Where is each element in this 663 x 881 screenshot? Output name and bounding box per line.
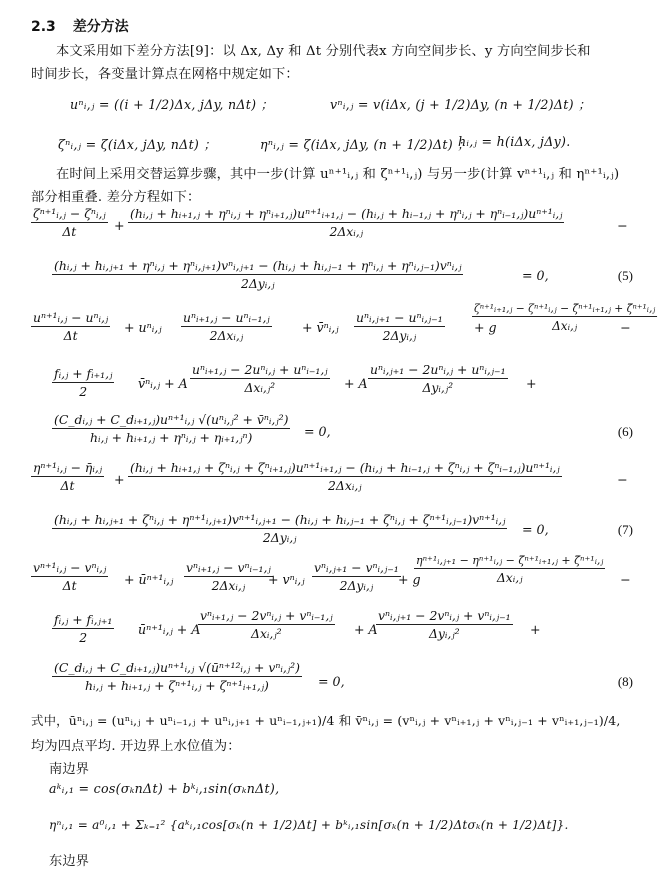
- eq8-fraction-2: vⁿᵢ₊₁,ⱼ − vⁿᵢ₋₁,ⱼ 2Δxᵢ,ⱼ: [186, 560, 271, 593]
- eq5-fraction-2: (hᵢ,ⱼ + hᵢ₊₁,ⱼ + ηⁿᵢ,ⱼ + ηⁿᵢ₊₁,ⱼ)uⁿ⁺¹ᵢ₊₁,ⱼ − (hᵢ,ⱼ + hᵢ₋₁,ⱼ + ηⁿᵢ,ⱼ + ηⁿᵢ₋₁,ⱼ)uⁿ⁺¹ᵢ,ⱼ 2Δxᵢ,ⱼ: [130, 206, 563, 239]
- eq7-op-1: +: [114, 472, 125, 487]
- eq7-tail: = 0,: [522, 522, 549, 537]
- eq6-fraction-2: uⁿᵢ₊₁,ⱼ − uⁿᵢ₋₁,ⱼ 2Δxᵢ,ⱼ: [183, 310, 270, 343]
- eq6-mid-2: + v̄ⁿᵢ,ⱼ: [302, 320, 339, 335]
- section-heading: [31, 16, 129, 36]
- eq6-op-4: −: [620, 320, 631, 335]
- section-title: 差分方法: [72, 19, 129, 35]
- def-u: uⁿᵢ,ⱼ = ((i + 1/2)Δx, jΔy, nΔt) ；: [70, 97, 274, 112]
- eq7-fraction-3: (hᵢ,ⱼ + hᵢ,ⱼ₊₁ + ζⁿᵢ,ⱼ + ηⁿ⁺¹ᵢ,ⱼ₊₁)vⁿ⁺¹ᵢ,ⱼ₊₁ − (hᵢ,ⱼ + hᵢ,ⱼ₋₁ + ζⁿᵢ,ⱼ + ζⁿ⁺¹ᵢ,ⱼ₋₁)vⁿ⁺¹ᵢ,ⱼ 2Δyᵢ,ⱼ: [54, 512, 506, 545]
- eq6-fraction-3: uⁿᵢ,ⱼ₊₁ − uⁿᵢ,ⱼ₋₁ 2Δyᵢ,ⱼ: [356, 310, 443, 343]
- eq5-tail: = 0,: [522, 268, 549, 283]
- eq7-op-2: −: [617, 472, 628, 487]
- eq6-coriolis-fraction: fᵢ,ⱼ + fᵢ₊₁,ⱼ 2: [54, 366, 113, 399]
- paragraph-2-line-1: 在时间上采用交替运算步骤，其中一步(计算 uⁿ⁺¹ᵢ,ⱼ 和 ζⁿ⁺¹ᵢ,ⱼ) 与另一步(计算 vⁿ⁺¹ᵢ,ⱼ 和 ηⁿ⁺¹ᵢ,ⱼ): [56, 167, 620, 182]
- paragraph-3-line-2: 均为四点平均. 开边界上水位值为：: [31, 739, 241, 754]
- equation-number-7: (7): [617, 522, 633, 537]
- eq5-op-2: −: [617, 218, 628, 233]
- eq6-friction-fraction: (C_dᵢ,ⱼ + C_dᵢ₊₁,ⱼ)uⁿ⁺¹ᵢ,ⱼ √(uⁿᵢ,ⱼ² + v̄ⁿᵢ,ⱼ²) hᵢ,ⱼ + hᵢ₊₁,ⱼ + ηⁿᵢ,ⱼ + ηᵢ₊₁,ⱼⁿ): [54, 412, 289, 445]
- eq8-gmid-2: + A: [354, 622, 378, 637]
- eq8-mid-2: + vⁿᵢ,ⱼ: [268, 572, 305, 587]
- eq7-fraction-2: (hᵢ,ⱼ + hᵢ₊₁,ⱼ + ζⁿᵢ,ⱼ + ζⁿᵢ₊₁,ⱼ)uⁿ⁺¹ᵢ₊₁,ⱼ − (hᵢ,ⱼ + hᵢ₋₁,ⱼ + ζⁿᵢ,ⱼ + ζⁿᵢ₋₁,ⱼ)uⁿ⁺¹ᵢ,ⱼ 2Δxᵢ,ⱼ: [130, 460, 560, 493]
- eq8-gtail: +: [530, 622, 541, 637]
- eq8-diffusion-x: vⁿᵢ₊₁,ⱼ − 2vⁿᵢ,ⱼ + vⁿᵢ₋₁,ⱼ Δxᵢ,ⱼ²: [200, 608, 333, 641]
- south-boundary-label: 南边界: [49, 762, 90, 777]
- def-zeta: ζⁿᵢ,ⱼ = ζ(iΔx, jΔy, nΔt) ；: [58, 137, 217, 152]
- eq8-tail: = 0,: [318, 674, 345, 689]
- eq6-gmid-2: + A: [344, 376, 368, 391]
- eq5-fraction-3: (hᵢ,ⱼ + hᵢ,ⱼ₊₁ + ηⁿᵢ,ⱼ + ηⁿᵢ,ⱼ₊₁)vⁿᵢ,ⱼ₊₁ − (hᵢ,ⱼ + hᵢ,ⱼ₋₁ + ηⁿᵢ,ⱼ + ηⁿᵢ,ⱼ₋₁)vⁿᵢ,ⱼ 2Δyᵢ,ⱼ: [54, 258, 462, 291]
- eq5-fraction-1: ζⁿ⁺¹ᵢ,ⱼ − ζⁿᵢ,ⱼ Δt: [33, 206, 106, 239]
- paragraph-1-line-1: 本文采用如下差分方法[9]：以 Δx, Δy 和 Δt 分别代表x 方向空间步长、y 方向空间步长和: [56, 44, 591, 59]
- east-boundary-label: 东边界: [49, 854, 90, 869]
- eq8-mid-1: + ūⁿ⁺¹ᵢ,ⱼ: [124, 572, 174, 587]
- eq8-diffusion-y: vⁿᵢ,ⱼ₊₁ − 2vⁿᵢ,ⱼ + vⁿᵢ,ⱼ₋₁ Δyᵢ,ⱼ²: [378, 608, 511, 641]
- eq6-diffusion-x: uⁿᵢ₊₁,ⱼ − 2uⁿᵢ,ⱼ + uⁿᵢ₋₁,ⱼ Δxᵢ,ⱼ²: [192, 362, 328, 395]
- south-boundary-eq-2: ηⁿᵢ,₁ = a⁰ᵢ,₁ + Σₖ₌₁² {aᵏᵢ,₁cos[σₖ(n + 1/2)Δt] + bᵏᵢ,₁sin[σₖ(n + 1/2)Δtσₖ(n + 1/2)Δt]}.: [49, 818, 569, 832]
- eq8-fraction-4: ηⁿ⁺¹ᵢ,ⱼ₊₁ − ηⁿ⁺¹ᵢ,ⱼ − ζ̄ⁿ⁺¹ᵢ₊₁,ⱼ + ζ̄ⁿ⁺¹ᵢ,ⱼ Δxᵢ,ⱼ: [416, 554, 604, 585]
- eq6-gmid-1: v̄ⁿᵢ,ⱼ + A: [138, 376, 188, 391]
- paragraph-1-line-2: 时间步长，各变量计算点在网格中规定如下：: [31, 67, 299, 82]
- south-boundary-eq-1: aᵏᵢ,₁ = cos(σₖnΔt) + bᵏᵢ,₁sin(σₖnΔt),: [49, 781, 280, 796]
- eq8-friction-fraction: (C_dᵢ,ⱼ + C_dᵢ₊₁,ⱼ)uⁿ⁺¹ᵢ,ⱼ √(ūⁿ⁺¹²ᵢ,ⱼ + vⁿᵢ,ⱼ²) hᵢ,ⱼ + hᵢ₊₁,ⱼ + ζⁿ⁺¹ᵢ,ⱼ + ζⁿ⁺¹ᵢ₊₁,ⱼ): [54, 660, 300, 693]
- eq6-mid-1: + uⁿᵢ,ⱼ: [124, 320, 162, 335]
- eq6-fraction-4: ζⁿ⁺¹ᵢ₊₁,ⱼ − ζⁿ⁺¹ᵢ,ⱼ − ζ̄ⁿ⁺¹ᵢ₊₁,ⱼ + ζ̄ⁿ⁺¹ᵢ,ⱼ Δxᵢ,ⱼ: [473, 302, 656, 333]
- eq6-mid-3: + g: [474, 320, 497, 335]
- def-eta: ηⁿᵢ,ⱼ = ζ(iΔx, jΔy, (n + 1/2)Δt) ；: [260, 137, 471, 152]
- eq8-op-4: −: [620, 572, 631, 587]
- eq6-diffusion-y: uⁿᵢ,ⱼ₊₁ − 2uⁿᵢ,ⱼ + uⁿᵢ,ⱼ₋₁ Δyᵢ,ⱼ²: [370, 362, 506, 395]
- paragraph-2-line-2: 部分相重叠. 差分方程如下：: [31, 190, 201, 205]
- paragraph-3-line-1: 式中，ūⁿᵢ,ⱼ = (uⁿᵢ,ⱼ + uⁿᵢ₋₁,ⱼ + uⁿᵢ,ⱼ₊₁ + uⁿᵢ₋₁,ⱼ₊₁)/4 和 v̄ⁿᵢ,ⱼ = (vⁿᵢ,ⱼ + vⁿᵢ₊₁,ⱼ + vⁿᵢ,ⱼ₋₁ + vⁿᵢ₊₁,ⱼ₋₁)/4,: [31, 713, 621, 728]
- eq8-mid-3: + g: [398, 572, 421, 587]
- eq8-coriolis-fraction: fᵢ,ⱼ + fᵢ,ⱼ₊₁ 2: [54, 612, 113, 645]
- equation-number-8: (8): [617, 674, 633, 689]
- eq7-fraction-1: ηⁿ⁺¹ᵢ,ⱼ − η̄ᵢ,ⱼ Δt: [33, 460, 103, 493]
- eq5-op-1: +: [114, 218, 125, 233]
- eq6-tail: = 0,: [304, 424, 331, 439]
- section-number: 2.3: [31, 19, 56, 35]
- eq8-fraction-1: vⁿ⁺¹ᵢ,ⱼ − vⁿᵢ,ⱼ Δt: [33, 560, 107, 593]
- def-v: vⁿᵢ,ⱼ = v(iΔx, (j + 1/2)Δy, (n + 1/2)Δt) ；: [330, 97, 592, 112]
- equation-number-5: (5): [617, 268, 633, 283]
- def-h: hᵢ,ⱼ = h(iΔx, jΔy).: [458, 134, 571, 149]
- eq8-fraction-3: vⁿᵢ,ⱼ₊₁ − vⁿᵢ,ⱼ₋₁ 2Δyᵢ,ⱼ: [314, 560, 399, 593]
- equation-number-6: (6): [617, 424, 633, 439]
- eq6-gtail: +: [526, 376, 537, 391]
- eq6-fraction-1: uⁿ⁺¹ᵢ,ⱼ − uⁿᵢ,ⱼ Δt: [33, 310, 109, 343]
- eq8-gmid-1: ūⁿ⁺¹ᵢ,ⱼ + A: [138, 622, 201, 637]
